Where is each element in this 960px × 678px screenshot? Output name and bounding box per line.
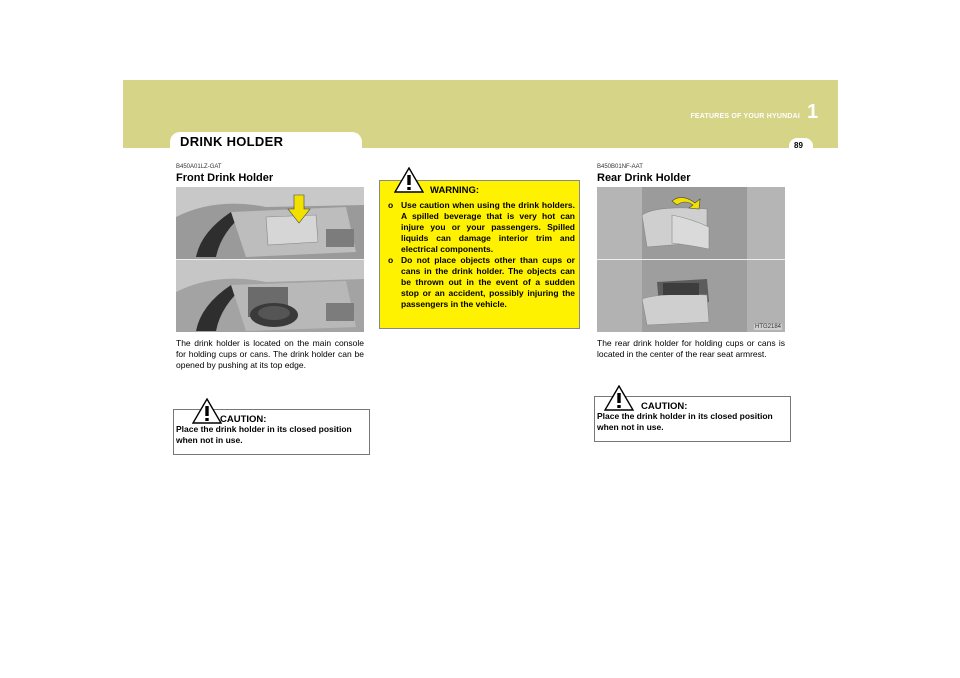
warning-item-text: Do not place objects other than cups or cans in the drink holder. The objects can be thrown out in the event of a sudden stop or an accident, possibly injuring the passengers in the vehicle. <box>401 255 575 309</box>
rear-heading: Rear Drink Holder <box>597 172 691 184</box>
front-drink-holder-photo <box>176 187 364 332</box>
rear-caution-title: CAUTION: <box>641 401 688 412</box>
warning-bullet: o <box>388 200 394 210</box>
warning-title: WARNING: <box>430 185 480 196</box>
warning-item <box>388 255 575 310</box>
section-tab <box>170 132 362 154</box>
front-caution-box <box>173 409 370 455</box>
rear-image-code: HTG2184 <box>754 324 781 330</box>
front-caution-title: CAUTION: <box>220 414 267 425</box>
front-caution-text: Place the drink holder in its closed position when not in use. <box>176 424 352 445</box>
warning-triangle-icon <box>192 398 222 424</box>
warning-bullet: o <box>388 255 394 265</box>
chapter-label: FEATURES OF YOUR HYUNDAI <box>690 113 800 120</box>
rear-caution-text: Place the drink holder in its closed position when not in use. <box>597 411 773 432</box>
warning-item-text: Use caution when using the drink holders. A spilled beverage that is very hot can injure you or your passengers. Spilled liquids can damage interior trim and electrical components. <box>401 200 575 254</box>
page-number: 89 <box>794 141 803 150</box>
front-heading: Front Drink Holder <box>176 172 274 184</box>
warning-list <box>388 200 575 310</box>
rear-body: The rear drink holder for holding cups or cans is located in the center of the rear seat armrest. <box>597 338 785 359</box>
warning-triangle-icon <box>394 167 424 193</box>
warning-triangle-icon <box>604 385 634 411</box>
front-code: B450A01LZ-GAT <box>176 164 222 170</box>
warning-box <box>379 180 580 329</box>
rear-caution-box <box>594 396 791 442</box>
rear-code: B450B01NF-AAT <box>597 164 643 170</box>
warning-item <box>388 200 575 255</box>
section-title: DRINK HOLDER <box>180 134 284 149</box>
rear-drink-holder-photo <box>597 187 785 332</box>
chapter-number: 1 <box>807 101 819 123</box>
front-body: The drink holder is located on the main console for holding cups or cans. The drink holder can be opened by pushing at its top edge. <box>176 338 364 370</box>
